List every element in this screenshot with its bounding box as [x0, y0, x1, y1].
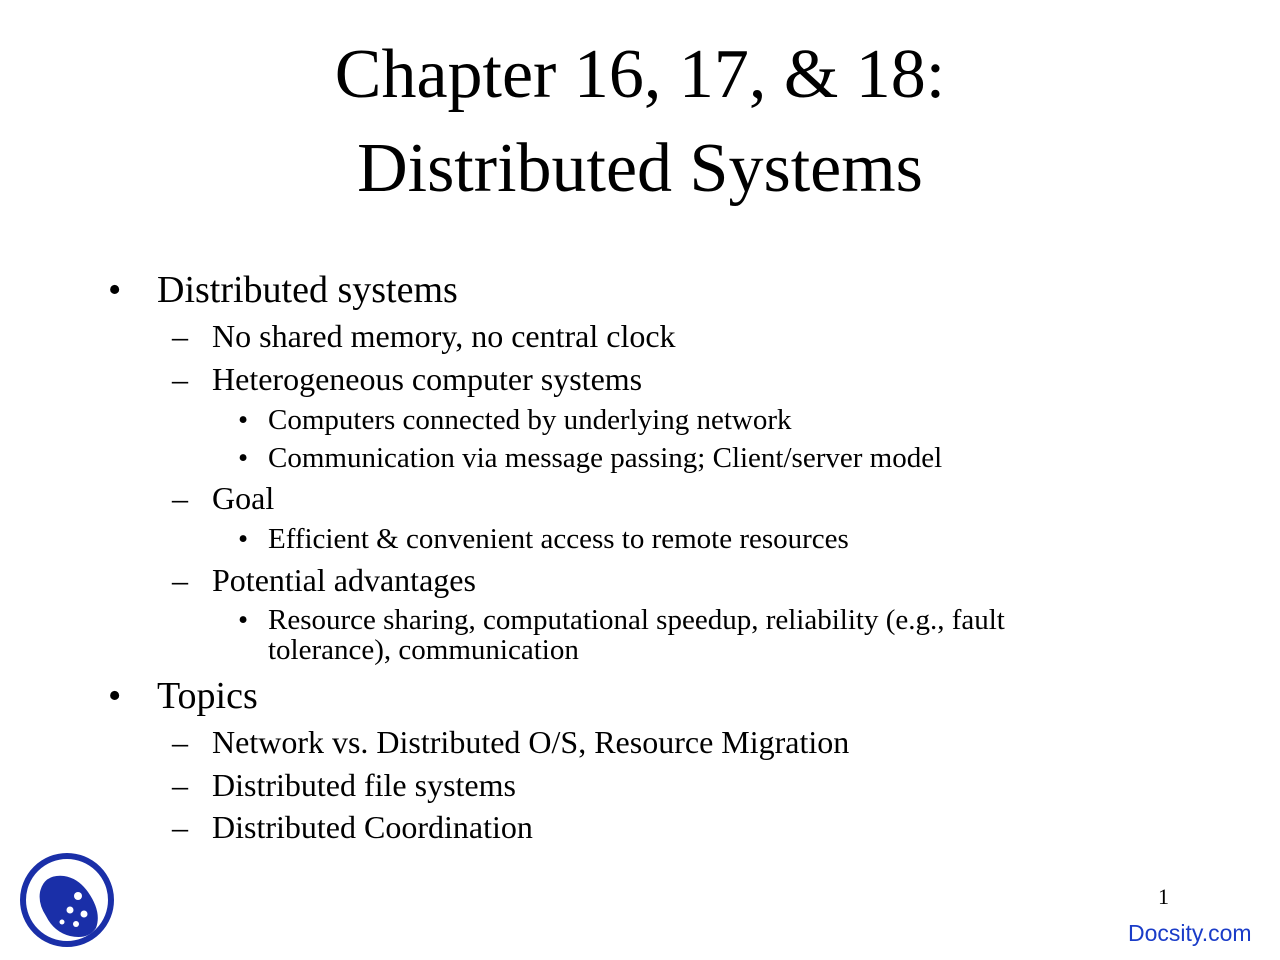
docsity-link[interactable]: Docsity.com	[1128, 920, 1252, 946]
item-potential-advantages: Potential advantages	[212, 562, 476, 598]
sub-bullet-marker: •	[238, 442, 249, 474]
dash-marker: –	[172, 361, 188, 397]
sub-bullet-marker: •	[238, 523, 249, 555]
item-goal: Goal	[212, 480, 275, 516]
page-number: 1	[1158, 884, 1169, 909]
bullet-marker: •	[108, 675, 122, 717]
subitem-computers-connected: Computers connected by underlying network	[268, 404, 792, 436]
dash-marker: –	[172, 809, 188, 845]
item-network-vs-distributed: Network vs. Distributed O/S, Resource Migration	[212, 724, 850, 760]
dash-marker: –	[172, 724, 188, 760]
item-distributed-file-systems: Distributed file systems	[212, 767, 516, 803]
docsity-logo-icon	[18, 852, 116, 948]
slide-title-line-2: Distributed Systems	[357, 130, 923, 207]
subitem-resource-sharing: Resource sharing, computational speedup, reliability (e.g., fault	[268, 604, 1005, 636]
dash-marker: –	[172, 318, 188, 354]
bullet-topics: Topics	[157, 675, 258, 717]
dash-marker: –	[172, 562, 188, 598]
bullet-marker: •	[108, 269, 122, 311]
dash-marker: –	[172, 480, 188, 516]
item-heterogeneous-systems: Heterogeneous computer systems	[212, 361, 643, 397]
sub-bullet-marker: •	[238, 604, 249, 636]
subitem-message-passing: Communication via message passing; Client/server model	[268, 442, 943, 474]
subitem-resource-sharing-continued: tolerance), communication	[268, 634, 579, 666]
bullet-distributed-systems: Distributed systems	[157, 269, 458, 311]
slide-title-line-1: Chapter 16, 17, & 18:	[334, 36, 946, 113]
slide-title	[0, 28, 1280, 216]
dash-marker: –	[172, 767, 188, 803]
subitem-efficient-access: Efficient & convenient access to remote resources	[268, 523, 849, 555]
sub-bullet-marker: •	[238, 404, 249, 436]
item-distributed-coordination: Distributed Coordination	[212, 809, 533, 845]
item-no-shared-memory: No shared memory, no central clock	[212, 318, 676, 354]
